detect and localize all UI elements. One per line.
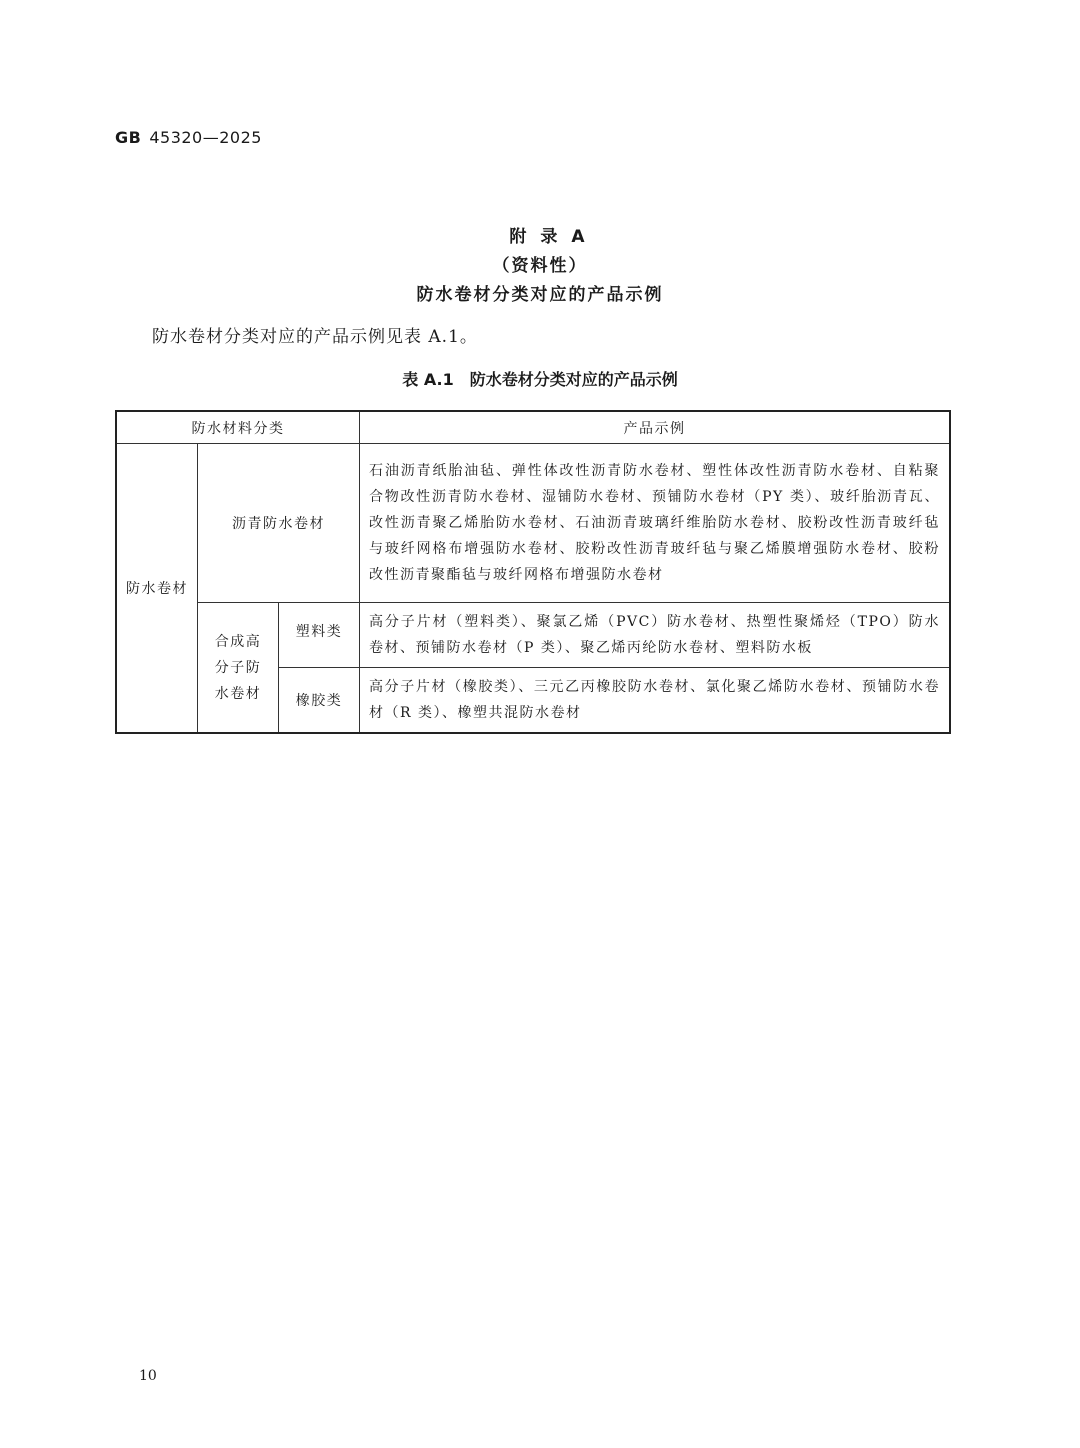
annex-type: （资料性） xyxy=(492,256,588,276)
intro-paragraph: 防水卷材分类对应的产品示例见表 A.1。 xyxy=(152,327,478,347)
document-code xyxy=(115,128,262,147)
product-examples-table xyxy=(115,410,951,734)
category-plastic: 塑料类 xyxy=(279,603,360,668)
table-row xyxy=(116,603,950,668)
category-polymer-membrane xyxy=(198,603,279,734)
standard-prefix: GB xyxy=(115,128,142,147)
polymer-label-line-2: 分子防 xyxy=(214,659,262,676)
page-number: 10 xyxy=(139,1368,157,1384)
category-asphalt-membrane: 沥青防水卷材 xyxy=(198,444,360,603)
table-caption-number: 表 A.1 xyxy=(402,370,454,389)
category-rubber: 橡胶类 xyxy=(279,668,360,734)
annex-title: 附录A xyxy=(509,227,599,247)
header-examples: 产品示例 xyxy=(360,411,951,444)
plastic-examples: 高分子片材（塑料类）、聚氯乙烯（PVC）防水卷材、热塑性聚烯烃（TPO）防水卷材、预铺防水卷材（P 类）、聚乙烯丙纶防水卷材、塑料防水板 xyxy=(360,603,951,668)
table-caption xyxy=(0,367,1080,390)
asphalt-examples: 石油沥青纸胎油毡、弹性体改性沥青防水卷材、塑性体改性沥青防水卷材、自粘聚合物改性沥青防水卷材、湿铺防水卷材、预铺防水卷材（PY 类）、玻纤胎沥青瓦、改性沥青聚乙烯胎防水卷材、石油沥青玻璃纤维胎防水卷材、胶粉改性沥青玻纤毡与玻纤网格布增强防水卷材、胶粉改性沥青玻纤毡与聚乙烯膜增强防水卷材、胶粉改性沥青聚酯毡与玻纤网格布增强防水卷材 xyxy=(360,444,951,603)
table-header-row xyxy=(116,411,950,444)
category-waterproof-membrane: 防水卷材 xyxy=(116,444,198,734)
rubber-examples: 高分子片材（橡胶类）、三元乙丙橡胶防水卷材、氯化聚乙烯防水卷材、预铺防水卷材（R 类）、橡塑共混防水卷材 xyxy=(360,668,951,734)
standard-number: 45320—2025 xyxy=(149,128,262,147)
annex-name: 防水卷材分类对应的产品示例 xyxy=(416,285,664,305)
polymer-label-line-1: 合成高 xyxy=(214,633,262,650)
polymer-label-line-3: 水卷材 xyxy=(214,685,262,702)
table-row xyxy=(116,444,950,603)
table-caption-title: 防水卷材分类对应的产品示例 xyxy=(469,370,678,389)
header-category: 防水材料分类 xyxy=(116,411,360,444)
